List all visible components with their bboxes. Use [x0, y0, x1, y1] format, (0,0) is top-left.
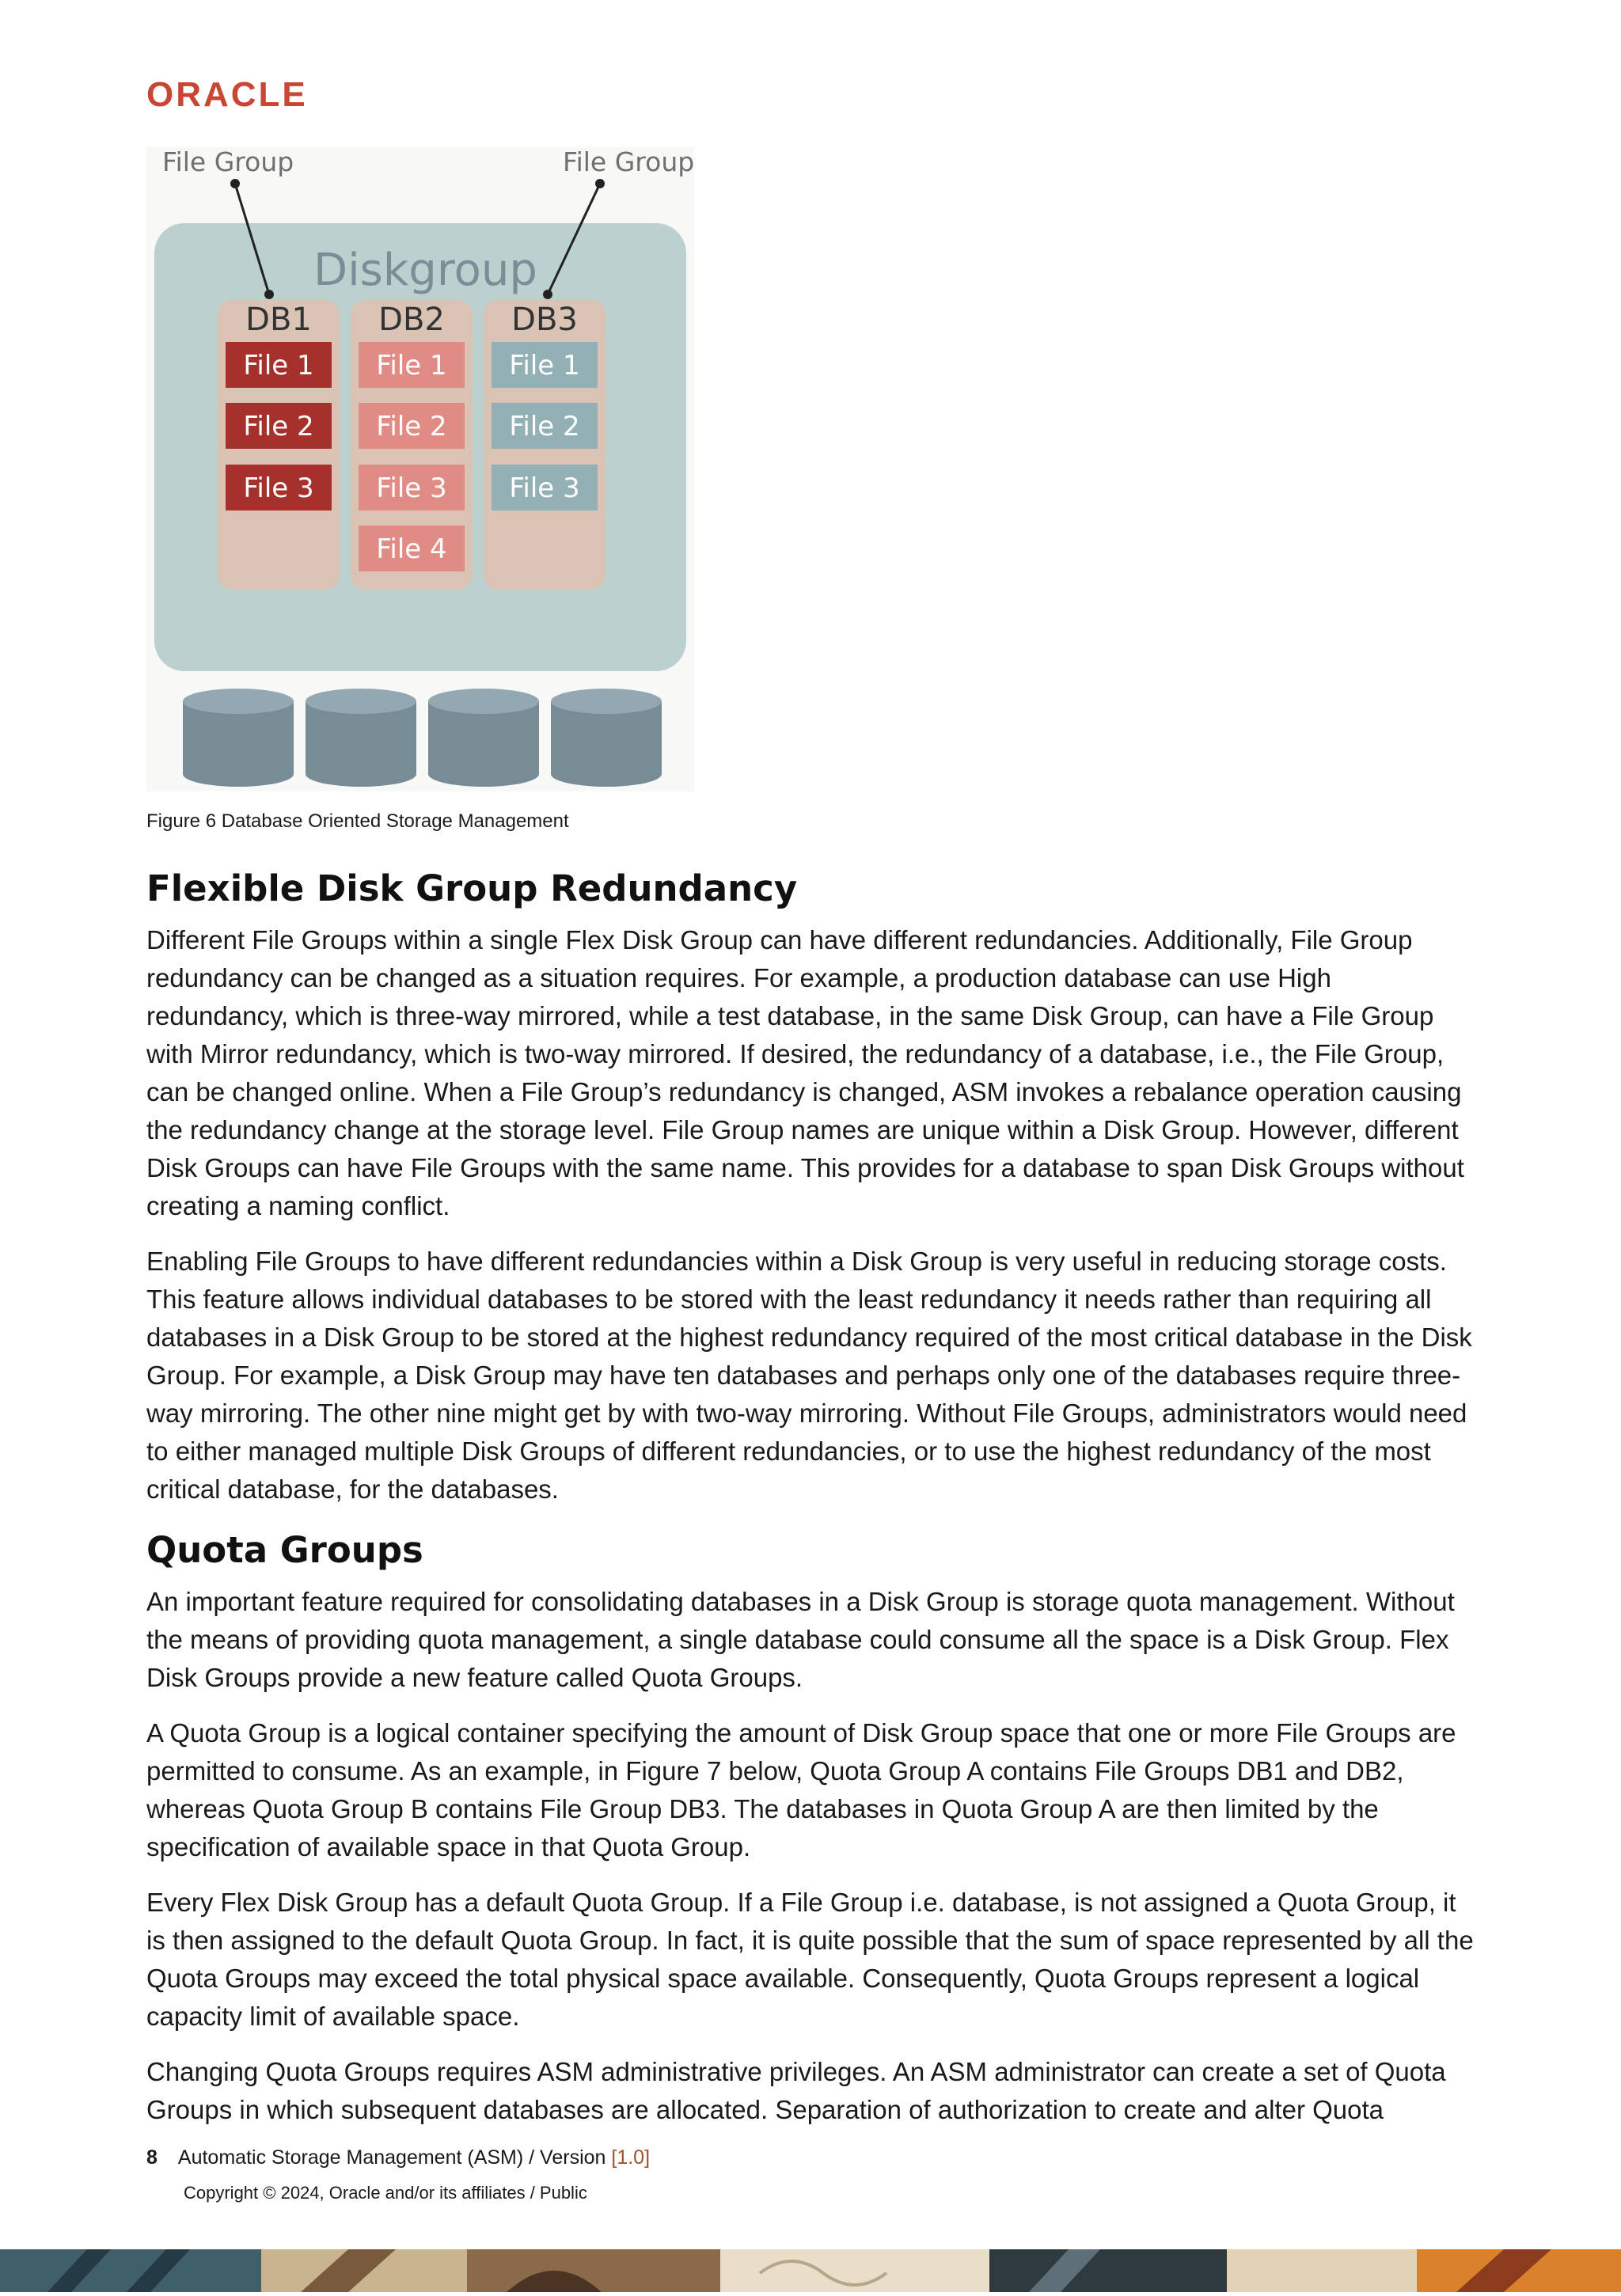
disk-4	[551, 689, 662, 787]
db2-file-2-label: File 2	[376, 411, 447, 442]
page-footer	[146, 2146, 650, 2169]
paragraph: Every Flex Disk Group has a default Quota Group. If a File Group i.e. database, is not assigned a Quota Group, it is then assigned to the default Quota Group. In fact, it is quite possible that the sum of space represented by all the Quota Groups may exceed the total physical space available. Consequently, Quota Groups represent a logical capacity limit of available space.	[146, 1888, 1474, 2031]
footer-copyright: Copyright © 2024, Oracle and/or its affiliates / Public	[184, 2183, 587, 2203]
paragraph: A Quota Group is a logical container specifying the amount of Disk Group space that one or more File Groups are permitted to consume. As an example, in Figure 7 below, Quota Group A contains File Groups DB1 and DB2, whereas Quota Group B contains File Group DB3. The databases in Quota Group A are then limited by the specification of available space in that Quota Group.	[146, 1718, 1456, 1861]
page-number: 8	[146, 2146, 158, 2169]
file-group-right-label: File Group	[563, 147, 694, 177]
db1-file-2-label: File 2	[243, 411, 314, 442]
paragraph: Enabling File Groups to have different redundancies within a Disk Group is very useful in reducing storage costs. This feature allows individual databases to be stored with the least redundancy it needs rather than requiring all databases in a Disk Group to be stored at the highest redundancy required of the most critical database in the Disk Group. For example, a Disk Group may have ten databases and perhaps only one of the databases require three-way mirroring. The other nine might get by with two-way mirroring. Without File Groups, administrators would need to either managed multiple Disk Groups of different redundancies, or to use the highest redundancy of the most critical database, for the databases.	[146, 1247, 1472, 1504]
db2-file-1-label: File 1	[376, 350, 447, 381]
db2-file-4-label: File 4	[376, 533, 447, 565]
db1-file-3-label: File 3	[243, 472, 314, 504]
decorative-footer-band	[0, 2249, 1621, 2292]
file-group-left-label: File Group	[162, 147, 294, 177]
db1-label: DB1	[245, 302, 312, 338]
db2-file-3-label: File 3	[376, 472, 447, 504]
db3-file-3-label: File 3	[509, 472, 580, 504]
section-heading-quota-groups: Quota Groups	[146, 1529, 423, 1571]
document-body	[146, 867, 1476, 2146]
oracle-logo: ORACLE	[146, 75, 308, 114]
section-heading-redundancy: Flexible Disk Group Redundancy	[146, 867, 798, 909]
footer-doc-title: Automatic Storage Management (ASM) / Version	[177, 2146, 612, 2169]
storage-diagram	[146, 147, 694, 791]
file-group-right-dot-top	[595, 179, 605, 188]
figure-caption: Figure 6 Database Oriented Storage Management	[146, 810, 569, 832]
disk-1	[183, 689, 294, 787]
paragraph: Changing Quota Groups requires ASM administrative privileges. An ASM administrator can create a set of Quota Groups in which subsequent databases are allocated. Separation of authorization to create and alter Quota	[146, 2057, 1446, 2124]
db3-label: DB3	[511, 302, 578, 338]
footer-version: [1.0]	[611, 2146, 651, 2169]
db3-file-1-label: File 1	[509, 350, 580, 381]
paragraph: Different File Groups within a single Flex Disk Group can have different redundancies. Additionally, File Group redundancy can be changed as a situation requires. For example, a production database can use High redundancy, which is three-way mirrored, while a test database, in the same Disk Group, can have a File Group with Mirror redundancy, which is two-way mirrored. If desired, the redundancy of a database, i.e., the File Group, can be changed online. When a File Group’s redundancy is changed, ASM invokes a rebalance operation causing the redundancy change at the storage level. File Group names are unique within a Disk Group. However, different Disk Groups can have File Groups with the same name. This provides for a database to span Disk Groups without creating a naming conflict.	[146, 925, 1464, 1220]
db2-label: DB2	[378, 302, 445, 338]
db3-file-2-label: File 2	[509, 411, 580, 442]
disk-3	[428, 689, 539, 787]
diskgroup-label: Diskgroup	[313, 245, 537, 296]
file-group-left-dot-bottom	[264, 290, 274, 299]
file-group-left-dot-top	[230, 179, 240, 188]
paragraph: An important feature required for consolidating databases in a Disk Group is storage quota management. Without the means of providing quota management, a single database could consume all the space is a Disk Group. Flex Disk Groups provide a new feature called Quota Groups.	[146, 1587, 1455, 1692]
disk-2	[306, 689, 416, 787]
file-group-right-dot-bottom	[543, 290, 552, 299]
db1-file-1-label: File 1	[243, 350, 314, 381]
